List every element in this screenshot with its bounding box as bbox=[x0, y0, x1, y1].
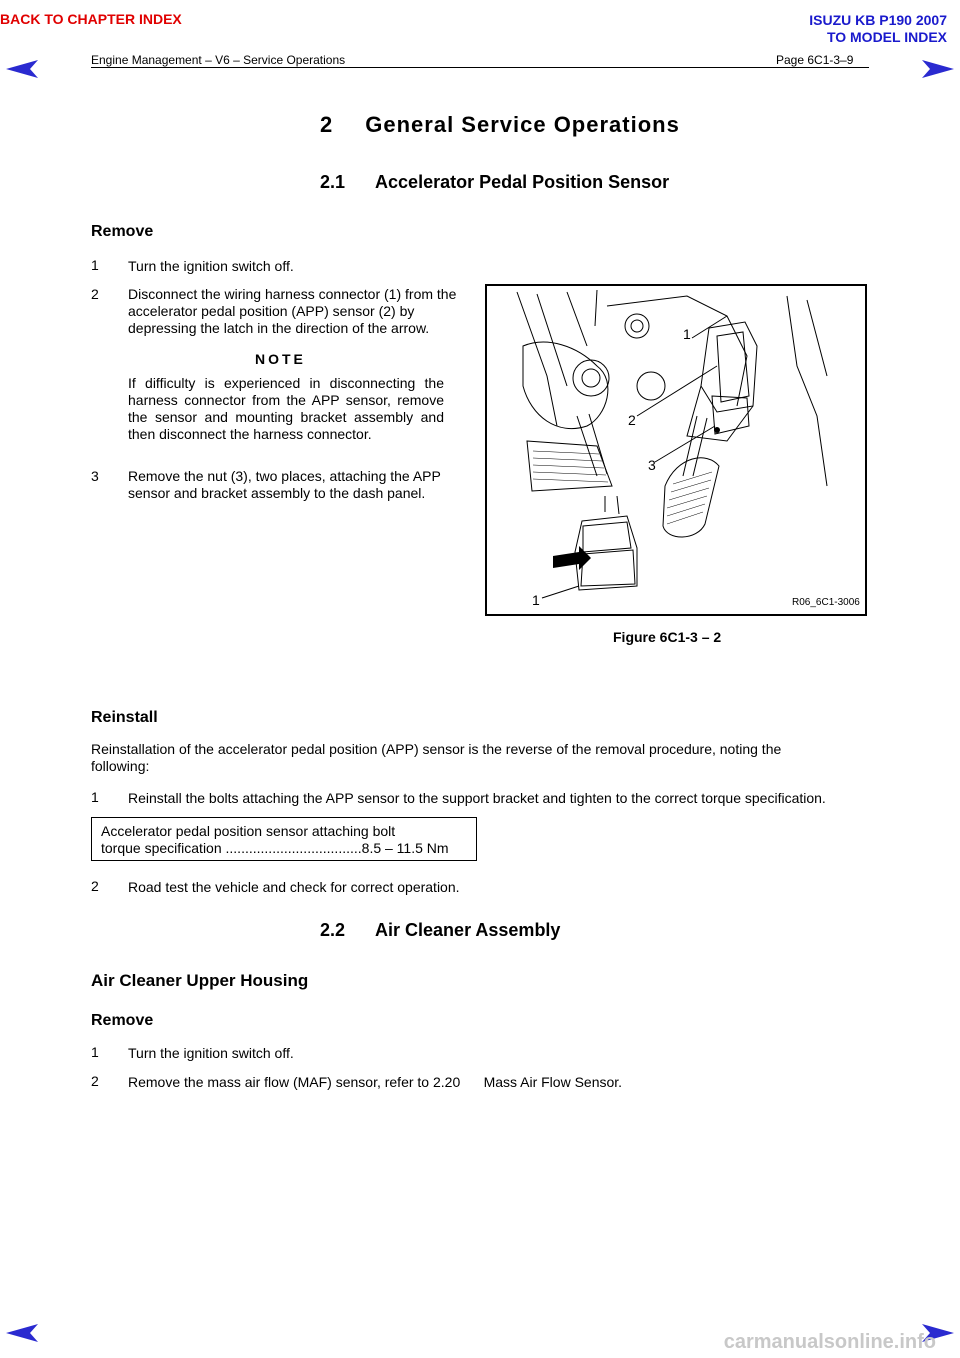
step-text: Reinstall the bolts attaching the APP sensor to the support bracket and tighten to the correct torque specification. bbox=[128, 790, 826, 806]
step-number: 2 bbox=[91, 286, 99, 302]
note-title: NOTE bbox=[255, 351, 306, 367]
app-sensor-illustration bbox=[487, 286, 865, 614]
section-heading bbox=[320, 112, 680, 138]
step-number: 1 bbox=[91, 257, 99, 273]
step-text: Road test the vehicle and check for correct operation. bbox=[128, 879, 460, 895]
subsection-number: 2.1 bbox=[320, 172, 346, 192]
remove-heading: Remove bbox=[91, 1012, 154, 1029]
reinstall-intro: Reinstallation of the accelerator pedal position (APP) sensor is the reverse of the removal procedure, noting the following: bbox=[91, 741, 782, 774]
section-title: General Service Operations bbox=[365, 112, 680, 137]
spec-line-2: torque specification ...................................8.5 – 11.5 Nm bbox=[101, 840, 449, 856]
note-text: If difficulty is experienced in disconnecting the harness connector from the APP sensor, remove the sensor and mounting bracket assembly and then disconnect the harness connector. bbox=[128, 375, 444, 442]
subsection-heading-2-1 bbox=[320, 172, 669, 193]
reinstall-heading: Reinstall bbox=[91, 709, 158, 726]
previous-page-arrow-icon[interactable] bbox=[4, 58, 40, 80]
subsection-title: Air Cleaner Assembly bbox=[375, 920, 561, 940]
step-number: 1 bbox=[91, 789, 99, 805]
torque-spec-box bbox=[91, 817, 477, 861]
step-text: Disconnect the wiring harness connector (1) from the accelerator pedal position (APP) sensor (2) by depressing the latch in the direction of the arrow. bbox=[128, 286, 457, 336]
model-title: ISUZU KB P190 2007 bbox=[809, 12, 947, 28]
model-index-link[interactable] bbox=[809, 12, 947, 46]
to-model-index: TO MODEL INDEX bbox=[826, 29, 947, 45]
previous-page-arrow-bottom-icon[interactable] bbox=[4, 1322, 40, 1344]
subsection-number: 2.2 bbox=[320, 920, 346, 940]
page-number: Page 6C1-3–9 bbox=[776, 53, 854, 67]
step-text: Turn the ignition switch off. bbox=[128, 258, 294, 274]
figure-callout-1: 1 bbox=[683, 326, 691, 342]
air-cleaner-upper-housing-heading: Air Cleaner Upper Housing bbox=[91, 971, 309, 990]
app-sensor-figure bbox=[485, 284, 867, 616]
step-number: 2 bbox=[91, 878, 99, 894]
figure-code: R06_6C1-3006 bbox=[792, 597, 860, 608]
section-number: 2 bbox=[320, 112, 334, 137]
step-number: 3 bbox=[91, 468, 99, 484]
header-rule bbox=[91, 67, 869, 68]
spec-line-1: Accelerator pedal position sensor attaching bolt bbox=[101, 823, 396, 839]
step-text: Turn the ignition switch off. bbox=[128, 1045, 294, 1061]
doc-title: Engine Management – V6 – Service Operations bbox=[91, 53, 346, 67]
subsection-heading-2-2 bbox=[320, 920, 560, 941]
figure-callout-1-connector: 1 bbox=[532, 592, 540, 608]
step-number: 1 bbox=[91, 1044, 99, 1060]
step-number: 2 bbox=[91, 1073, 99, 1089]
next-page-arrow-icon[interactable] bbox=[920, 58, 956, 80]
remove-heading: Remove bbox=[91, 223, 154, 240]
figure-callout-3: 3 bbox=[648, 457, 656, 473]
step-text: Remove the nut (3), two places, attaching the APP sensor and bracket assembly to the dash panel. bbox=[128, 468, 441, 501]
site-watermark: carmanualsonline.info bbox=[723, 1331, 936, 1353]
subsection-title: Accelerator Pedal Position Sensor bbox=[375, 172, 670, 192]
step-text: Remove the mass air flow (MAF) sensor, refer to 2.20 Mass Air Flow Sensor. bbox=[128, 1074, 623, 1090]
back-to-chapter-index-link[interactable]: BACK TO CHAPTER INDEX bbox=[0, 11, 182, 27]
figure-caption: Figure 6C1-3 – 2 bbox=[613, 629, 722, 645]
figure-callout-2: 2 bbox=[628, 412, 636, 428]
